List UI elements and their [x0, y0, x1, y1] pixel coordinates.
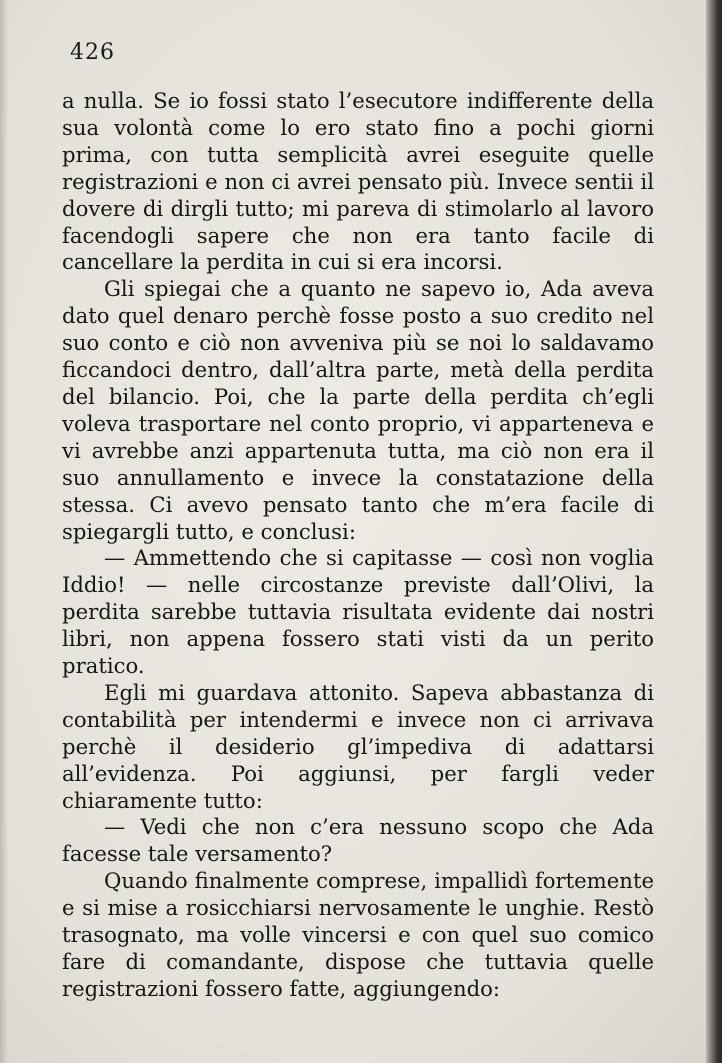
paragraph-1: a nulla. Se io fossi stato l’esecutore indifferente della sua volontà come lo ero stato fino a pochi giorni prima, con tutta semplicità avrei eseguite quelle registrazioni e non ci avrei pensato più. Invece sentii il dovere di dirgli tutto; mi pareva di stimolarlo al lavoro facendogli sapere che non era tanto facile di cancellare la perdita in cui si era incorsi. — [62, 88, 654, 275]
paragraph-5: — Vedi che non c’era nessuno scopo che Ada facesse tale versamento? — [62, 814, 654, 867]
paragraph-4: Egli mi guardava attonito. Sapeva abbastanza di contabilità per intendermi e invece non ci arrivava perchè il desiderio gl’impediva di adattarsi all’evidenza. Poi aggiunsi, per fargli veder chiaramente tutto: — [62, 679, 654, 813]
paragraph-3: — Ammettendo che si capitasse — così non voglia Iddio! — nelle circostanze previste dall’Olivi, la perdita sarebbe tuttavia risultata evidente dai nostri libri, non appena fossero stati visti da un perito pratico. — [62, 545, 654, 679]
paragraph-2: Gli spiegai che a quanto ne sapevo io, Ada aveva dato quel denaro perchè fosse posto a suo credito nel suo conto e ciò non avveniva più se noi lo saldavamo ficcandoci dentro, dall’altra parte, metà della perdita del bilancio. Poi, che la parte della perdita ch’egli voleva trasportare nel conto proprio, vi apparteneva e vi avrebbe anzi appartenuta tutta, ma ciò non era il suo annullamento e invece la constatazione della stessa. Ci avevo pensato tanto che m’era facile di spiegargli tutto, e conclusi: — [62, 276, 654, 544]
page-left-edge — [0, 0, 8, 1063]
body-text — [62, 88, 654, 1003]
book-spine — [706, 0, 722, 1063]
paragraph-6: Quando finalmente comprese, impallidì fortemente e si mise a rosicchiarsi nervosamente le unghie. Restò trasognato, ma volle vincersi e con quel suo comico fare di comandante, dispose che tuttavia quelle registrazioni fossero fatte, aggiungendo: — [62, 868, 654, 1001]
page-number: 426 — [70, 40, 115, 65]
